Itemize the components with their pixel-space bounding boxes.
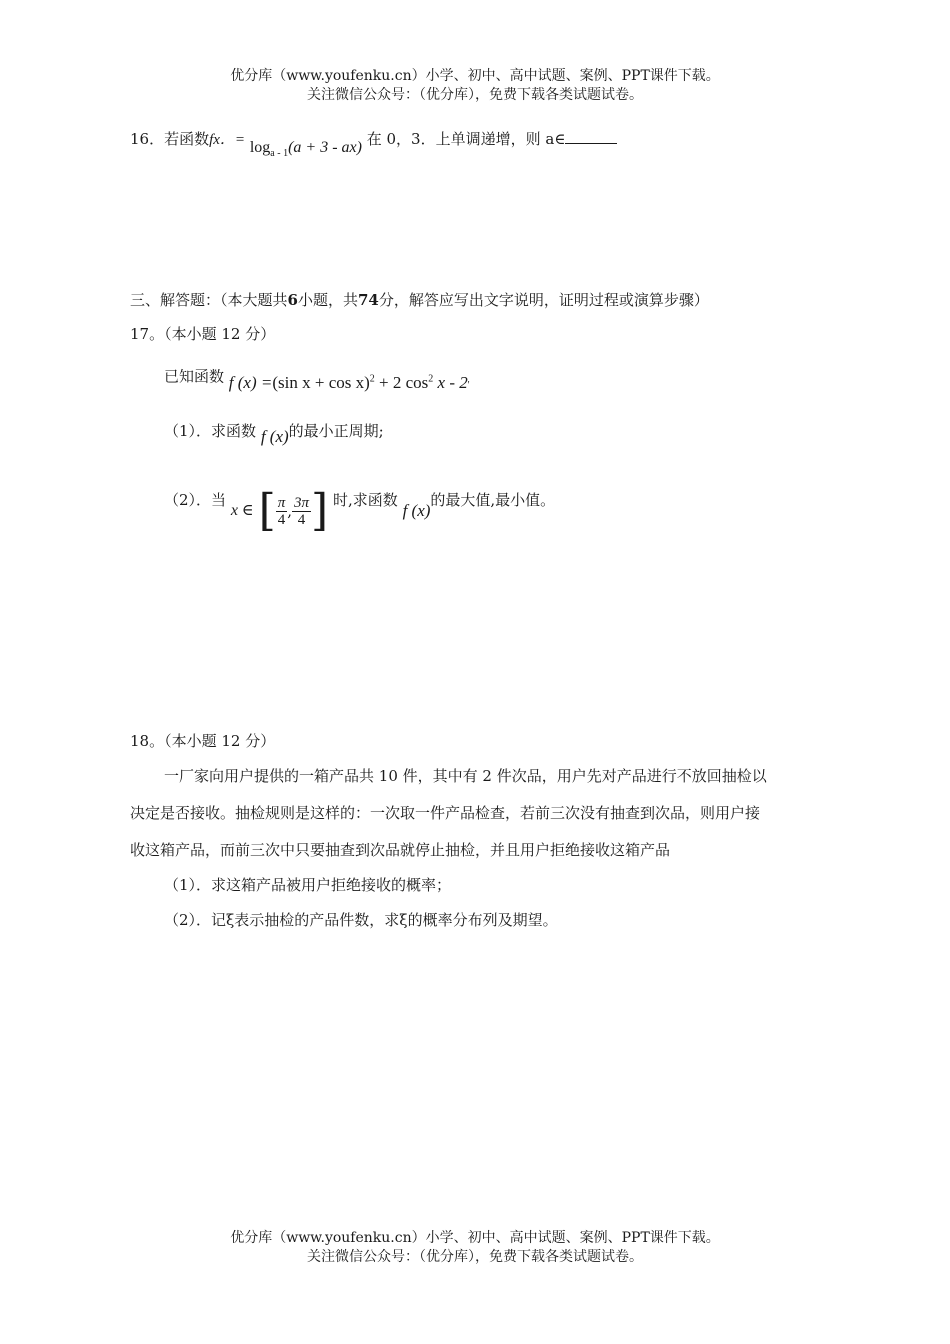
q17-part2-text1: 时,求函数 xyxy=(333,491,398,509)
section3-prefix: 三、解答题：（本大题共 xyxy=(130,291,288,309)
q17-part2-func: f (x) xyxy=(402,501,431,520)
question-16 xyxy=(130,128,617,160)
q17-given-label: 已知函数 xyxy=(164,367,225,386)
q17-frac-comma: , xyxy=(287,502,293,520)
section-3-heading xyxy=(130,289,709,311)
q17-title: 17。（本小题 12 分） xyxy=(130,325,276,343)
q18-para-line-1: 一厂家向用户提供的一箱产品共 10 件，其中有 2 件次品，用户先对产品进行不放回抽检以 xyxy=(164,767,767,785)
q16-func: fx．= xyxy=(209,132,246,148)
q17-part2-var: x ∈ xyxy=(230,502,254,519)
q17-part-1 xyxy=(164,420,384,446)
q16-answer-blank[interactable] xyxy=(565,131,617,144)
q18-para-line-2: 决定是否接收。抽检规则是这样的：一次取一件产品检查，若前三次没有抽查到次品，则用户接 xyxy=(130,804,761,822)
q17-formula xyxy=(229,373,470,392)
q17-formula-lhs: f (x) = xyxy=(228,372,273,392)
q17-formula-mid: + 2 cos xyxy=(379,372,429,392)
q16-text-after: 在 0，3．上单调递增，则 a∈ xyxy=(366,130,566,148)
q17-part1-label: （1）．求函数 xyxy=(164,422,257,440)
q17-frac-1 xyxy=(276,495,288,528)
q16-log-base: a - 1 xyxy=(270,148,289,160)
q17-part1-func: f (x) xyxy=(260,427,289,446)
q17-frac1-num: π xyxy=(277,494,286,511)
section3-points: 74 xyxy=(357,291,379,309)
section3-mid: 小题，共 xyxy=(297,291,358,309)
q17-part2-text2: 的最大值,最小值。 xyxy=(430,491,556,509)
q17-part-2 xyxy=(164,482,555,538)
section3-suffix: 分，解答应写出文字说明，证明过程或演算步骤） xyxy=(378,291,709,309)
footer-line-1: 优分库（www.youfenku.cn）小学、初中、高中试题、案例、PPT课件下载。 xyxy=(230,1230,720,1246)
q16-number: 16． xyxy=(130,130,165,148)
q18-para-line-3: 收这箱产品，而前三次中只要抽查到次品就停止抽检，并且用户拒绝接收这箱产品 xyxy=(130,841,671,859)
q17-given xyxy=(164,362,470,391)
q17-frac-2 xyxy=(292,495,311,528)
q17-formula-mark: ' xyxy=(467,379,470,391)
q17-formula-rhs: (sin x + cos x) xyxy=(272,372,370,392)
q17-formula-exp: 2 xyxy=(369,373,375,384)
q16-log xyxy=(249,139,362,160)
q16-log-arg: (a + 3 - ax) xyxy=(288,139,362,156)
header-line-1: 优分库（www.youfenku.cn）小学、初中、高中试题、案例、PPT课件下载。 xyxy=(230,68,720,84)
q18-title: 18。（本小题 12 分） xyxy=(130,732,276,750)
q17-part2-label: （2）．当 xyxy=(164,491,227,509)
q16-text-before: 若函数 xyxy=(164,130,210,148)
left-bracket-icon: [ xyxy=(258,485,276,536)
q17-frac2-den: 4 xyxy=(297,511,306,528)
q17-frac1-den: 4 xyxy=(277,511,286,528)
q18-part-2: （2）．记ξ表示抽检的产品件数，求ξ的概率分布列及期望。 xyxy=(164,911,558,929)
section3-count: 6 xyxy=(287,291,298,309)
q16-log-word: log xyxy=(249,139,271,156)
q17-part1-text: 的最小正周期; xyxy=(288,422,384,440)
q17-formula-exp2: 2 xyxy=(428,373,434,384)
q17-formula-end: x - 2 xyxy=(437,372,468,392)
footer-line-2: 关注微信公众号：（优分库），免费下载各类试题试卷。 xyxy=(307,1249,643,1265)
q18-part-1: （1）．求这箱产品被用户拒绝接收的概率； xyxy=(164,876,452,894)
right-bracket-icon: ] xyxy=(311,485,329,536)
header-line-2: 关注微信公众号：（优分库），免费下载各类试题试卷。 xyxy=(307,87,643,103)
q17-frac2-num: 3π xyxy=(294,494,310,511)
